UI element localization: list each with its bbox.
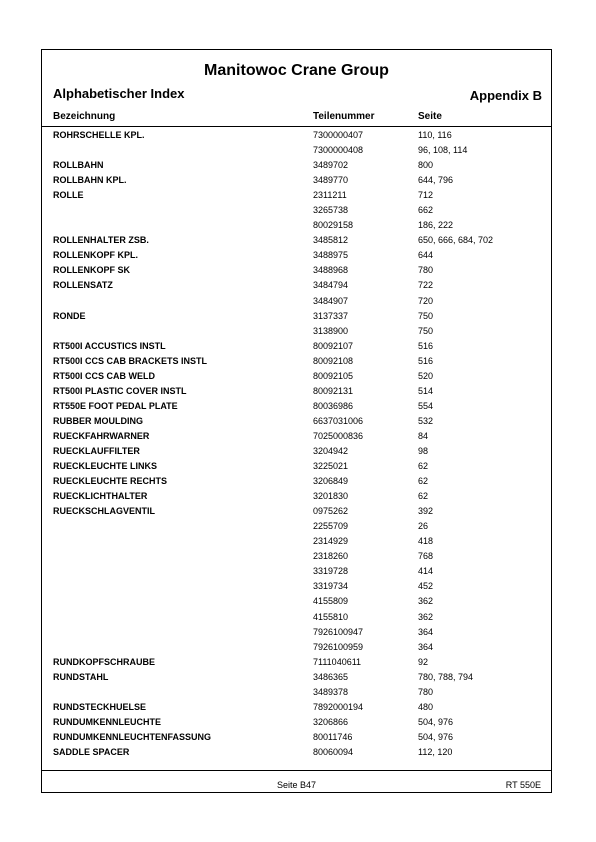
row-page-refs: 720	[418, 295, 434, 306]
table-row	[42, 459, 551, 474]
index-subtitle: Alphabetischer Index	[53, 86, 185, 101]
footer-model: RT 550E	[505, 780, 541, 790]
row-part-number: 3488975	[313, 250, 349, 261]
row-name: RUNDUMKENNLEUCHTENFASSUNG	[53, 731, 212, 742]
column-header-part: Teilenummer	[313, 111, 375, 122]
row-name: RUNDUMKENNLEUCHTE	[53, 716, 161, 727]
row-page-refs: 96, 108, 114	[418, 145, 468, 156]
row-name: RUECKFAHRWARNER	[53, 430, 150, 441]
row-page-refs: 362	[418, 611, 434, 622]
row-part-number: 2314929	[313, 536, 349, 547]
row-name: RT500I ACCUSTICS INSTL	[53, 340, 166, 351]
table-row	[42, 640, 551, 655]
row-part-number: 3319728	[313, 566, 349, 577]
row-page-refs: 516	[418, 340, 434, 351]
row-name: RUECKLEUCHTE LINKS	[53, 461, 158, 472]
table-row	[42, 444, 551, 459]
row-page-refs: 504, 976	[418, 731, 454, 742]
row-page-refs: 112, 120	[418, 746, 453, 757]
row-part-number: 3489702	[313, 160, 349, 171]
row-name: ROHRSCHELLE KPL.	[53, 130, 145, 140]
row-part-number: 3489770	[313, 175, 349, 186]
row-page-refs: 722	[418, 280, 434, 291]
row-name: RT500I CCS CAB WELD	[53, 370, 156, 381]
row-name: ROLLE	[53, 190, 84, 201]
row-part-number: 7025000836	[313, 430, 364, 441]
row-page-refs: 644, 796	[418, 175, 454, 186]
table-row	[42, 519, 551, 534]
row-page-refs: 520	[418, 370, 434, 381]
appendix-label: Appendix B	[469, 88, 542, 103]
row-part-number: 3319734	[313, 581, 349, 592]
table-row	[42, 384, 551, 399]
row-name: RT500I CCS CAB BRACKETS INSTL	[53, 355, 208, 366]
row-name: RT500I PLASTIC COVER INSTL	[53, 385, 187, 396]
table-row	[42, 700, 551, 715]
row-part-number: 3488968	[313, 265, 349, 276]
row-name: RONDE	[53, 310, 86, 321]
table-row	[42, 294, 551, 309]
row-page-refs: 62	[418, 461, 429, 472]
table-row	[42, 399, 551, 414]
row-page-refs: 186, 222	[418, 220, 454, 231]
row-name: ROLLENKOPF KPL.	[53, 250, 138, 261]
row-page-refs: 662	[418, 205, 434, 216]
row-page-refs: 364	[418, 626, 434, 637]
row-page-refs: 780	[418, 265, 434, 276]
row-page-refs: 750	[418, 310, 434, 321]
row-part-number: 2311211	[313, 190, 347, 201]
row-page-refs: 532	[418, 415, 434, 426]
row-page-refs: 414	[418, 566, 434, 577]
page-frame	[41, 49, 552, 793]
row-page-refs: 780, 788, 794	[418, 671, 474, 682]
table-row	[42, 309, 551, 324]
row-page-refs: 554	[418, 400, 434, 411]
row-part-number: 3485812	[313, 235, 349, 246]
row-part-number: 80011746	[313, 731, 353, 742]
row-name: RUECKLEUCHTE RECHTS	[53, 476, 168, 487]
row-page-refs: 26	[418, 521, 429, 532]
row-name: ROLLENHALTER ZSB.	[53, 235, 149, 246]
table-row	[42, 625, 551, 640]
row-name: RT550E FOOT PEDAL PLATE	[53, 400, 178, 411]
row-part-number: 3265738	[313, 205, 349, 216]
row-page-refs: 62	[418, 476, 429, 487]
table-row	[42, 233, 551, 248]
row-page-refs: 362	[418, 596, 434, 607]
row-part-number: 3206866	[313, 716, 349, 727]
row-part-number: 80092131	[313, 385, 354, 396]
row-page-refs: 750	[418, 325, 434, 336]
table-row	[42, 715, 551, 730]
row-part-number: 3137337	[313, 310, 349, 321]
table-row	[42, 218, 551, 233]
row-part-number: 3225021	[313, 461, 349, 472]
row-part-number: 7300000407	[313, 130, 364, 140]
document-title: Manitowoc Crane Group	[204, 62, 389, 79]
row-page-refs: 418	[418, 536, 434, 547]
row-name: RUECKSCHLAGVENTIL	[53, 506, 156, 517]
table-row	[42, 504, 551, 519]
table-row	[42, 594, 551, 609]
table-row	[42, 474, 551, 489]
table-row	[42, 263, 551, 278]
row-page-refs: 92	[418, 656, 429, 667]
row-name: RUNDSTAHL	[53, 671, 109, 682]
row-part-number: 80060094	[313, 746, 354, 757]
header-divider	[42, 126, 551, 127]
row-page-refs: 768	[418, 551, 434, 562]
row-part-number: 3138900	[313, 325, 349, 336]
row-name: RUBBER MOULDING	[53, 415, 143, 426]
row-part-number: 2255709	[313, 521, 349, 532]
row-part-number: 80029158	[313, 220, 354, 231]
row-page-refs: 780	[418, 686, 434, 697]
row-page-refs: 452	[418, 581, 434, 592]
index-table	[42, 128, 551, 760]
row-part-number: 3206849	[313, 476, 349, 487]
row-part-number: 7926100947	[313, 626, 364, 637]
row-part-number: 80092108	[313, 355, 354, 366]
row-part-number: 3486365	[313, 671, 349, 682]
table-row	[42, 429, 551, 444]
row-name: ROLLENSATZ	[53, 280, 113, 291]
row-page-refs: 516	[418, 355, 434, 366]
row-page-refs: 98	[418, 445, 429, 456]
row-page-refs: 504, 976	[418, 716, 454, 727]
table-row	[42, 685, 551, 700]
row-name: RUECKLICHTHALTER	[53, 491, 148, 502]
table-row	[42, 188, 551, 203]
table-row	[42, 579, 551, 594]
table-row	[42, 158, 551, 173]
row-part-number: 4155810	[313, 611, 349, 622]
table-row	[42, 670, 551, 685]
row-page-refs: 62	[418, 491, 429, 502]
table-row	[42, 610, 551, 625]
row-name: SADDLE SPACER	[53, 746, 130, 757]
row-name: ROLLBAHN	[53, 160, 104, 171]
row-part-number: 3201830	[313, 491, 349, 502]
table-row	[42, 534, 551, 549]
table-row	[42, 278, 551, 293]
column-header-name: Bezeichnung	[53, 111, 116, 122]
row-part-number: 2318260	[313, 551, 349, 562]
table-row	[42, 354, 551, 369]
table-row	[42, 339, 551, 354]
row-page-refs: 110, 116	[418, 130, 452, 140]
row-part-number: 3489378	[313, 686, 349, 697]
table-row	[42, 564, 551, 579]
row-part-number: 7926100959	[313, 641, 364, 652]
footer-page-number: Seite B47	[276, 780, 317, 790]
row-part-number: 7300000408	[313, 145, 364, 156]
row-page-refs: 364	[418, 641, 434, 652]
table-row	[42, 324, 551, 339]
table-row	[42, 248, 551, 263]
row-part-number: 6637031006	[313, 415, 364, 426]
row-page-refs: 392	[418, 506, 434, 517]
row-part-number: 80036986	[313, 400, 354, 411]
row-page-refs: 650, 666, 684, 702	[418, 235, 494, 246]
table-row	[42, 730, 551, 745]
row-name: ROLLBAHN KPL.	[53, 175, 127, 186]
row-page-refs: 644	[418, 250, 434, 261]
row-part-number: 3484794	[313, 280, 349, 291]
row-part-number: 7111040611	[313, 656, 362, 667]
row-part-number: 80092105	[313, 370, 354, 381]
footer-divider	[42, 770, 551, 771]
row-page-refs: 712	[418, 190, 434, 201]
row-page-refs: 84	[418, 430, 429, 441]
row-name: RUNDKOPFSCHRAUBE	[53, 656, 156, 667]
row-part-number: 4155809	[313, 596, 349, 607]
table-row	[42, 369, 551, 384]
row-name: RUNDSTECKHUELSE	[53, 701, 147, 712]
table-row	[42, 549, 551, 564]
row-part-number: 80092107	[313, 340, 354, 351]
row-page-refs: 480	[418, 701, 434, 712]
row-page-refs: 800	[418, 160, 434, 171]
table-row	[42, 489, 551, 504]
row-page-refs: 514	[418, 385, 434, 396]
row-part-number: 7892000194	[313, 701, 364, 712]
table-row	[42, 143, 551, 158]
table-row	[42, 203, 551, 218]
row-name: ROLLENKOPF SK	[53, 265, 131, 276]
table-row	[42, 414, 551, 429]
row-part-number: 3204942	[313, 445, 349, 456]
table-row	[42, 655, 551, 670]
row-name: RUECKLAUFFILTER	[53, 445, 140, 456]
table-row	[42, 128, 551, 143]
row-part-number: 3484907	[313, 295, 349, 306]
table-row	[42, 173, 551, 188]
table-row	[42, 745, 551, 760]
row-part-number: 0975262	[313, 506, 349, 517]
column-header-page: Seite	[418, 111, 442, 122]
